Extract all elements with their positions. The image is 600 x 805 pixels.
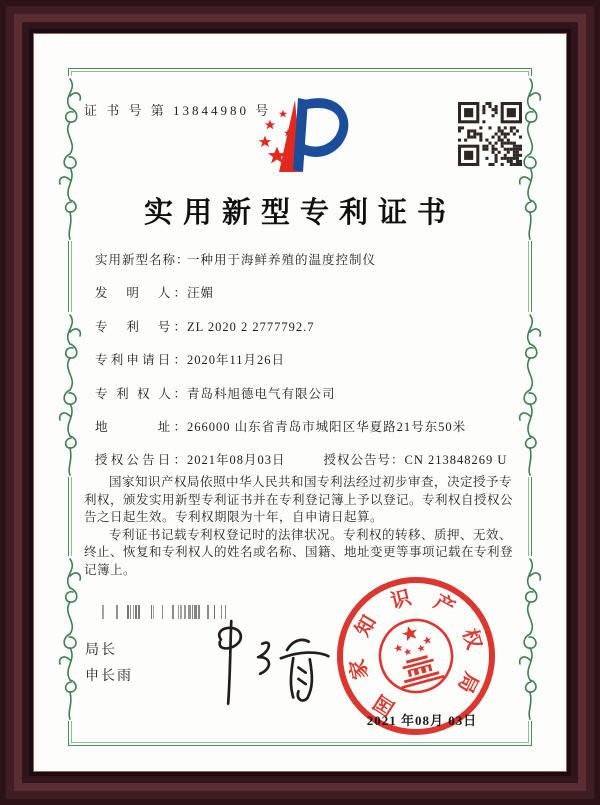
field-value: 266000 山东省青岛市城阳区华夏路21号东50米 [187,419,467,434]
qr-code [458,102,522,166]
seal-emblem [372,612,460,700]
field-row-patent-no [95,319,535,352]
field-label: 发 明 人： [95,286,187,301]
svg-text:权: 权 [458,626,485,652]
fields-section [95,252,535,486]
field-label: 实用新型名称： [95,253,190,267]
field-label: 地 址： [95,419,187,434]
green-vine-ornament-icon [55,312,85,477]
svg-text:产: 产 [430,590,459,620]
signature-handwriting-icon [192,616,347,716]
field-value: 青岛科旭德电气有限公司 [187,386,336,401]
svg-text:局: 局 [453,668,483,697]
green-vine-ornament-icon [515,556,545,721]
cnipa-logo-icon [239,92,369,182]
field-row-inventor [95,285,535,318]
field-label: 专 利 号： [95,319,187,334]
legal-paragraph: 国家知识产权局依照中华人民共和国专利法经过初步审查，决定授予专利权，颁发实用新型专利证书并在专利登记簿上予以登记。专利权自授权公告之日起生效。专利权期限为十年，自申请日起算。 [84,475,514,525]
field-row-address [95,419,535,452]
field-row-filing-date [95,352,535,385]
field-value: 2020年11月26日 [187,353,286,368]
field-value: 汪媚 [187,286,215,301]
legal-paragraph: 专利证书记载专利权登记时的法律状况。专利权的转移、质押、无效、终止、恢复和专利权人的姓名或名称、国籍、地址变更等事项记载在专利登记簿上。 [84,527,514,577]
certificate-paper [33,33,567,772]
certificate-number: 证 书 号 第 13844980 号 [84,103,272,118]
body-text [84,474,520,580]
certificate-title: 实用新型专利证书 [143,197,456,229]
svg-text:家: 家 [346,656,373,682]
field-label: 授权公告号： [323,453,405,468]
signer-block [85,638,133,690]
signer-name: 申长雨 [85,669,133,684]
field-value: ZL 2020 2 2777792.7 [187,319,315,334]
field-label: 授权公告日： [95,453,187,468]
field-value: 2021年08月03日 [187,453,286,468]
field-label: 专利申请日： [95,353,187,368]
field-label: 专 利 权 人： [95,386,187,401]
green-vine-ornament-icon [55,556,85,721]
field-row-patentee [95,386,535,419]
field-value: CN 213848269 U [404,453,508,468]
field-value: 一种用于海鲜养殖的温度控制仪 [187,253,377,267]
seal-date: 2021 年08月 03日 [366,713,478,728]
svg-text:国: 国 [370,689,399,720]
svg-text:知: 知 [351,611,381,641]
field-row-name [95,252,535,285]
signer-title: 局长 [85,643,117,658]
svg-text:识: 识 [388,586,414,614]
official-seal-icon [330,570,502,742]
